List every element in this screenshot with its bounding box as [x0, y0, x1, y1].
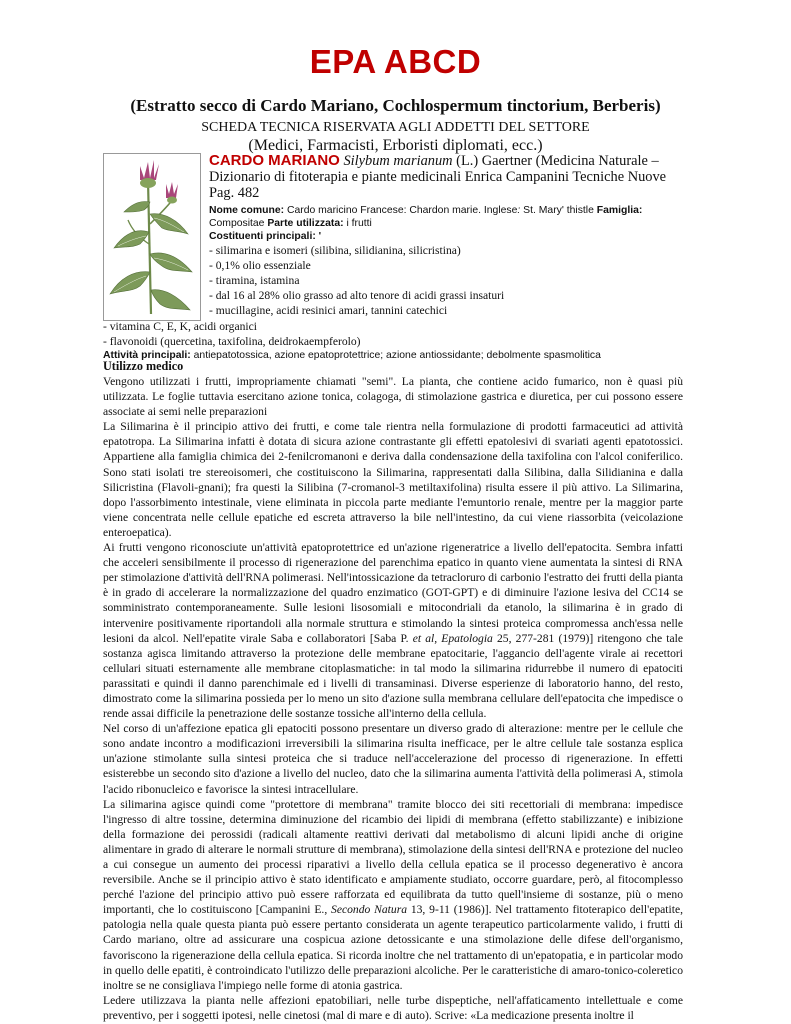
citation: et al, Epatologia: [412, 631, 493, 645]
paragraph-text: 13, 9-11 (1986)]. Nel trattamento fitoterapico dell'epatite, patologia nella quale questa pianta può essere pertanto considerata un agente terapeutico particolarmente valido, i frutti di Cardo mariano, oltre ad assicurare una cospicua azione detossicante e una stimolazione delle difese dell'organismo, favoriscono la rigenerazione della cellula epatica. Si ricorda inoltre che nel trattamento di un'epatopatia, e in particolar modo in quello delle epatiti, è controindicato l'utilizzo delle preparazioni alcoliche. Per le caratteristiche di amaro-tonico-coleretico inoltre se ne consigliava l'impiego nelle forme di atonia gastrica.: [103, 903, 684, 992]
family-label: Famiglia:: [596, 205, 643, 216]
family-value: Compositae: [209, 218, 268, 229]
document-subtitle: (Estratto secco di Cardo Mariano, Cochlospermum tinctorium, Berberis): [130, 96, 661, 115]
list-item: - vitamina C, E, K, acidi organici: [103, 320, 258, 333]
plant-source: (L.) Gaertner (Medicina Naturale – Dizionario di fitoterapia e piante medicinali Enrica Campanini Tecniche Nuove Pag. 482: [209, 153, 667, 201]
constituents-label: Costituenti principali: ': [209, 231, 322, 242]
common-name-value: Cardo maricino Francese: Chardon marie. Inglese: [284, 205, 518, 216]
paragraph: La Silimarina è il principio attivo dei frutti, e come tale rientra nella formulazione di prodotti farmaceutici ad attività epatotropa. La Silimarina infatti è dotata di sicura azione contrastante gli effetti epatolesivi di svariati agenti epatotossici. Appartiene alla famiglia chimica dei 2-fenilcromanoni e deriva dalla condensazione della taxifolina con l'alcol coniferilico. Sono stati isolati tre stereoisomeri, che costituiscono la Silimarina, rappresentati dalla Silibina, dalla Silidianina e dalla Silicristina (Flavoli-gnani); fra questi la Silibina (7-cromanol-3 metiltaxifolina) risulta essere il più attivo. La Silimarina, dopo l'assorbimento intestinale, viene eliminata in piccola parte mediante l'emuntorio renale, mentre per la maggior parte viene concentrata nelle cellule epatiche ed escreta attraverso la bile nell'intestino, da cui viene riassorbita (veicolazione enteroepatica).: [103, 420, 683, 539]
paragraph: Vengono utilizzati i frutti, impropriamente chiamati "semi". La pianta, che contiene acido fumarico, non è quasi più utilizzata. Le foglie tuttavia esercitano azione tonica, colagoga, di stimolazione gastrica e diuretica, per cui possono essere associate ai semi nelle preparazioni: [103, 375, 683, 419]
plant-latin-name: Silybum marianum: [343, 153, 453, 169]
technical-sheet-label: SCHEDA TECNICA RISERVATA AGLI ADDETTI DEL SETTORE: [201, 120, 590, 135]
intro-block: [209, 153, 689, 318]
paragraph-text: La silimarina agisce quindi come "protettore di membrana" tramite blocco dei siti recettoriali di membrana: impedisce l'ingresso di altre tossine, determina diminuzione del ricambio dei lipidi di membrana (effetto stabilizzante) e inibizione della formazione dei perossidi (radicali altamente reattivi derivati dal metabolismo di alcuni lipidi anche di origine alimentare in grado di alterare le normali strutture di membrana), stimolazione della sintesi dell'RNA e protezione del nucleo a cui consegue un aumento dei processi riparativi a livello della cellula epatica se il processo degenerativo è ancora reversibile. Anche se il principio attivo è stato identificato e ampiamente studiato, occorre guardare, però, al fitocomplesso perché l'azione del principio attivo può essere rafforzata ed equilibrata da tutto quell'insieme di sostanze, più o meno importanti, che lo costituiscono [Campanini E.,: [103, 797, 683, 917]
activities-label: Attività principali:: [103, 350, 191, 361]
activities-value: antiepatotossica, azione epatoprotettrice; azione antiossidante; debolmente spasmolitica: [190, 350, 601, 361]
section-heading: Utilizzo medico: [103, 359, 184, 373]
part-used-value: i frutti: [343, 218, 372, 229]
part-used-label: Parte utilizzata:: [267, 218, 344, 229]
document-body: [103, 359, 683, 1023]
document-title: EPA ABCD: [309, 43, 482, 80]
common-name-label: Nome comune:: [209, 205, 285, 216]
common-name-colon: :: [517, 205, 521, 216]
list-item: - flavonoidi (quercetina, taxifolina, deidrokaempferolo): [103, 335, 361, 348]
list-item: - tiramina, istamina: [209, 274, 300, 287]
paragraph-text: Ai frutti vengono riconosciute un'attività epatoprotettrice ed un'azione rigeneratrice a livello dell'epatocita. Sembra infatti che acceleri sensibilmente il processo di rigenerazione del parenchima epatico in quanto viene aumentata la sintesi di RNA per stimolazione d'attività dell'RNA polimerasi. Nell'intossicazione da tetracloruro di carbonio l'estratto dei frutti della pianta è in grado di accelerare la normalizzazione del quadro enzimatico (GOT-GPT) e di diminuire l'azione lesiva del CC14 se somministrato contemporaneamente. Sulle lesioni lisosomiali e mitocondriali da etanolo, la silimarina è in grado di intervenire positivamente riportandoli alla normale struttura e stimolando la sintesi proteica compromessa anch'essa nelle lesioni da alcol. Nell'epatite virale Saba e collaboratori [Saba P.: [103, 541, 683, 645]
citation: Secondo Natura: [331, 903, 408, 917]
paragraph-text: 25, 277-281 (1979)] ritengono che tale sostanza agisca limitando attraverso la protezione delle membrane epatocitarie, l'aggancio dell'agente virale ai recettori cellulari situati esternamente alle membrane citoplasmatiche: in tal modo la silimarina ridurrebbe il numero di epatociti parassitati e quindi il danno parenchimale ed i livelli di transaminasi. Diverse esperienze di laboratorio hanno, del resto, dimostrato come la silimarina possieda per lo meno un sito d'azione sulla membrana cellulare dell'epatocita che impedisce o rende assai difficile la penetrazione delle sostanze tossiche all'interno della cellula.: [103, 631, 684, 721]
paragraph: Ledere utilizzava la pianta nelle affezioni epatobiliari, nelle turbe dispeptiche, nell'affaticamento intellettuale e come preventivo, per i soggetti ipotesi, nelle cinetosi (mal di mare e di auto). Scrive: «La medicazione presenta inoltre il: [103, 993, 683, 1022]
milk-thistle-illustration: [103, 153, 201, 321]
list-item: - dal 16 al 28% olio grasso ad alto tenore di acidi grassi insaturi: [209, 289, 505, 302]
constituents-continued: [103, 319, 683, 362]
plant-header: [209, 153, 689, 201]
english-name-value: St. Mary' thistle: [520, 205, 597, 216]
audience-note: (Medici, Farmacisti, Erboristi diplomati, ecc.): [248, 137, 543, 154]
constituents-heading: [209, 230, 689, 243]
list-item: - 0,1% olio essenziale: [209, 259, 311, 272]
plant-name: CARDO MARIANO: [209, 152, 340, 169]
paragraph: [103, 540, 683, 721]
list-item: - mucillagine, acidi resinici amari, tannini catechici: [209, 304, 448, 317]
paragraph: [103, 797, 683, 993]
list-item: - silimarina e isomeri (silibina, silidianina, silicristina): [209, 244, 461, 257]
paragraph: Nel corso di un'affezione epatica gli epatociti possono presentare un diverso grado di alterazione: mentre per le cellule che sono andate incontro a modificazioni irreversibili la silimarina risulta inefficace, per le altre cellule tale sostanza esplica un'azione stimolante sulla sintesi proteica che si traduce nell'accelerazione del processo di rigenerazione. In effetti esisterebbe un secondo sito d'azione a livello del nucleo, dato che la silimarina aumenta l'attività della polimerasi A, stimola l'acido ribonucleico e favorisce la sintesi intracellulare.: [103, 722, 683, 796]
plant-details: [209, 204, 689, 230]
constituents-list: [209, 243, 689, 318]
